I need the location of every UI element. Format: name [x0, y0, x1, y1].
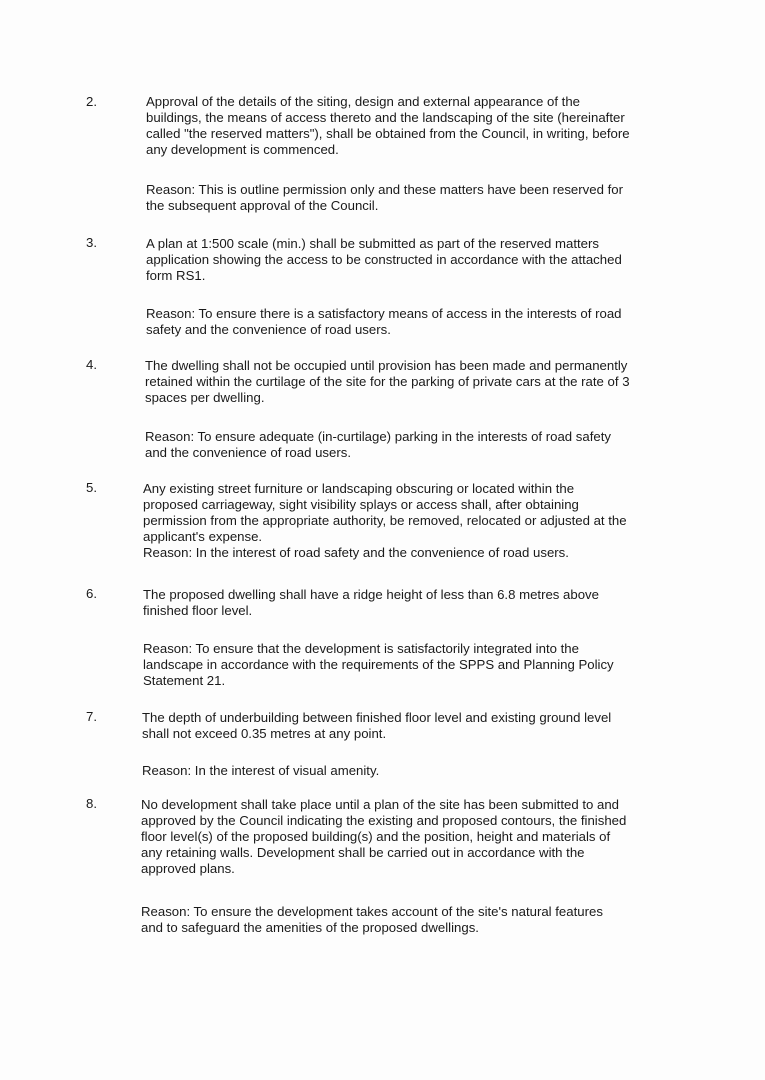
text-line: called "the reserved matters"), shall be obtained from the Council, in writing, before — [146, 126, 630, 141]
condition-number: 5. — [86, 480, 97, 495]
text-line: Reason: To ensure adequate (in-curtilage) parking in the interests of road safety — [145, 429, 611, 444]
text-line: form RS1. — [146, 268, 206, 283]
condition-reason: Reason: In the interest of road safety and the convenience of road users. — [143, 545, 569, 560]
text-line: Reason: In the interest of visual amenity. — [142, 763, 380, 778]
text-line: Reason: To ensure that the development is satisfactorily integrated into the — [143, 641, 579, 656]
text-line: approved plans. — [141, 861, 235, 876]
text-line: and the convenience of road users. — [145, 445, 352, 460]
text-line: permission from the appropriate authority, be removed, relocated or adjusted at the — [143, 513, 627, 528]
text-line: any development is commenced. — [146, 142, 339, 157]
condition-number: 4. — [86, 357, 97, 372]
text-line: floor level(s) of the proposed building(s) and the position, height and materials of — [141, 829, 611, 844]
text-line: Reason: To ensure the development takes account of the site's natural features — [141, 904, 603, 919]
condition-number: 2. — [86, 94, 97, 109]
condition-reason — [142, 763, 379, 779]
condition-text — [146, 236, 622, 284]
text-line: Reason: This is outline permission only and these matters have been reserved for — [146, 182, 623, 197]
text-line: buildings, the means of access thereto and the landscaping of the site (hereinafter — [146, 110, 625, 125]
condition-number: 6. — [86, 586, 97, 601]
condition-reason — [146, 182, 623, 214]
condition-reason — [146, 306, 621, 338]
text-line: approved by the Council indicating the existing and proposed contours, the finished — [141, 813, 627, 828]
condition-reason — [141, 904, 603, 936]
text-line: any retaining walls. Development shall be carried out in accordance with the — [141, 845, 585, 860]
text-line: Reason: To ensure there is a satisfactory means of access in the interests of road — [146, 306, 622, 321]
condition-text — [141, 797, 626, 877]
text-line: Statement 21. — [143, 673, 226, 688]
text-line: The depth of underbuilding between finished floor level and existing ground level — [142, 710, 612, 725]
text-line: A plan at 1:500 scale (min.) shall be submitted as part of the reserved matters — [146, 236, 599, 251]
text-line: landscape in accordance with the requirements of the SPPS and Planning Policy — [143, 657, 614, 672]
condition-number: 3. — [86, 235, 97, 250]
condition-text — [145, 358, 630, 406]
condition-text — [142, 710, 611, 742]
text-line: application showing the access to be constructed in accordance with the attached — [146, 252, 622, 267]
text-line: The proposed dwelling shall have a ridge height of less than 6.8 metres above — [143, 587, 599, 602]
text-line: Any existing street furniture or landscaping obscuring or located within the — [143, 481, 575, 496]
condition-text — [143, 481, 627, 561]
text-line: spaces per dwelling. — [145, 390, 265, 405]
text-line: retained within the curtilage of the site for the parking of private cars at the rate of 3 — [145, 374, 630, 389]
condition-text — [143, 587, 599, 619]
text-line: safety and the convenience of road users. — [146, 322, 391, 337]
text-line: shall not exceed 0.35 metres at any point. — [142, 726, 387, 741]
text-line: applicant's expense. — [143, 529, 263, 544]
text-line: the subsequent approval of the Council. — [146, 198, 379, 213]
condition-text — [146, 94, 630, 158]
text-line: No development shall take place until a plan of the site has been submitted to and — [141, 797, 619, 812]
text-line: and to safeguard the amenities of the proposed dwellings. — [141, 920, 479, 935]
text-line: The dwelling shall not be occupied until provision has been made and permanently — [145, 358, 628, 373]
text-line: finished floor level. — [143, 603, 253, 618]
condition-reason — [143, 641, 614, 689]
text-line: proposed carriageway, sight visibility splays or access shall, after obtaining — [143, 497, 579, 512]
condition-number: 8. — [86, 796, 97, 811]
text-line: Approval of the details of the siting, design and external appearance of the — [146, 94, 581, 109]
condition-number: 7. — [86, 709, 97, 724]
condition-reason — [145, 429, 611, 461]
